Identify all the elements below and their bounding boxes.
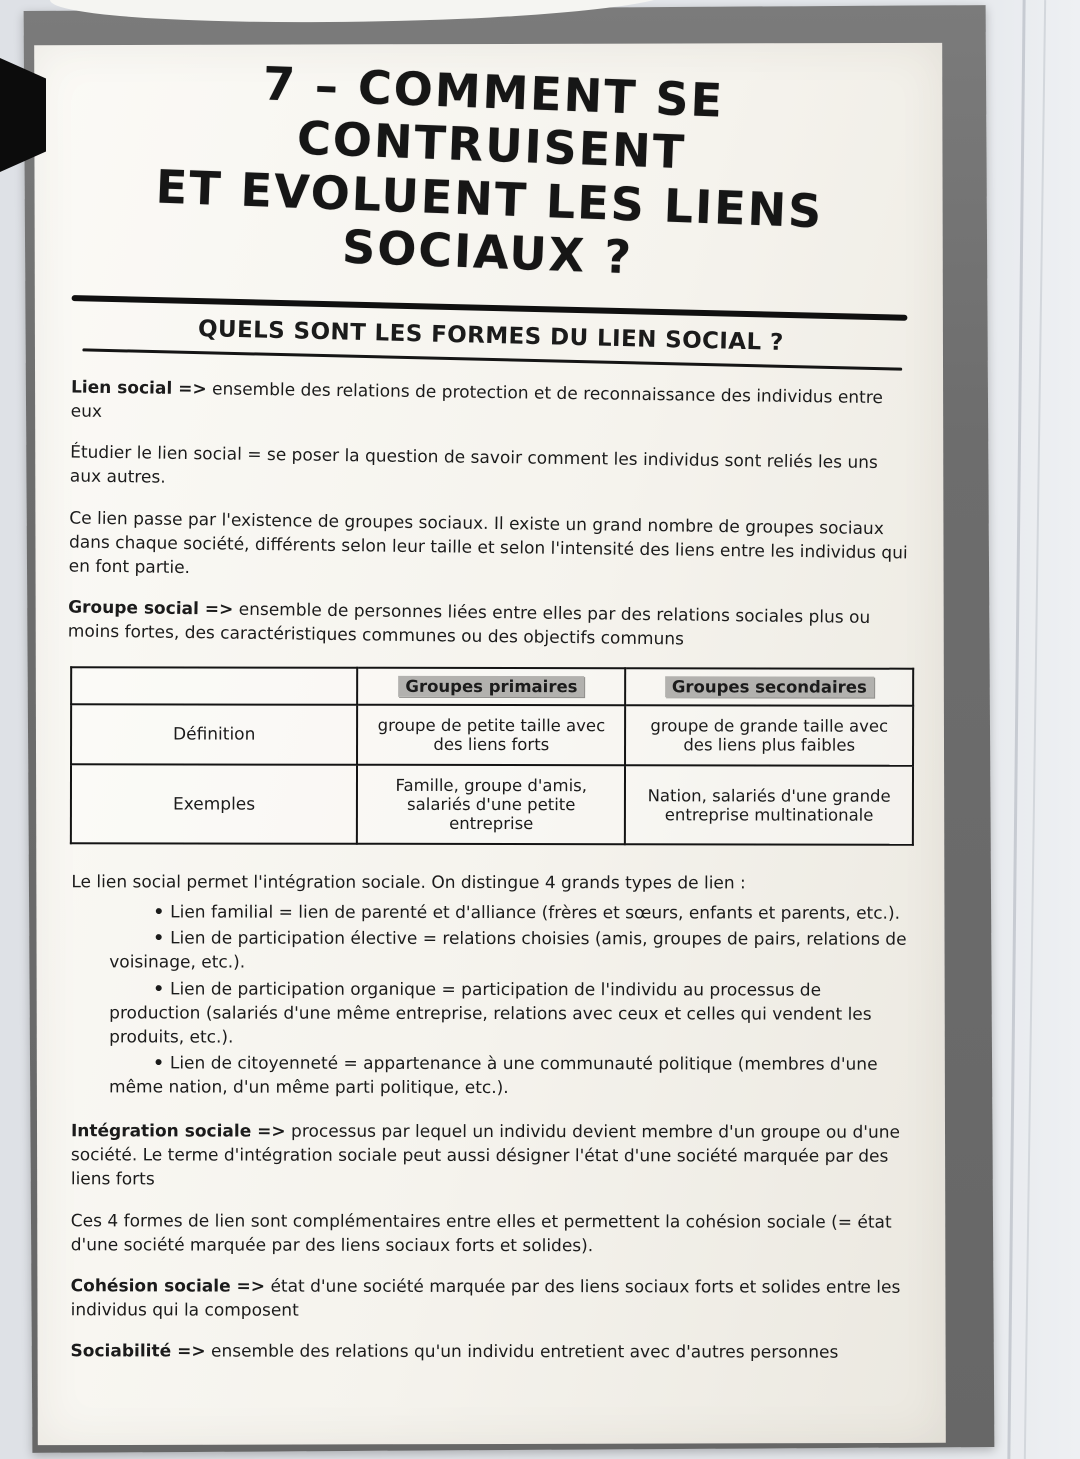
table-row-exemples bbox=[71, 764, 913, 844]
bullet-participation-organique: • Lien de participation organique = participation de l'individu au processus de production (salariés d'une même entreprise, relations avec ceux et celles qui vendent les produits, etc.). bbox=[109, 976, 909, 1050]
paper-edge-line bbox=[1024, 0, 1046, 1459]
paragraph-cohesion-sociale bbox=[71, 1274, 915, 1324]
paragraph-text: Étudier le lien social = se poser la question de savoir comment les individus sont reliés les uns aux autres. bbox=[69, 443, 878, 489]
table-header-primaires-label: Groupes primaires bbox=[398, 675, 584, 696]
paper-edge-line bbox=[1007, 0, 1025, 1459]
row-label-exemples: Exemples bbox=[71, 764, 357, 843]
paragraph-groupes-sociaux bbox=[69, 506, 914, 589]
paragraph-text: Ces 4 formes de lien sont complémentaires entre elles et permettent la cohésion sociale (= état d'une société marquée par des liens sociaux forts et solides). bbox=[70, 1210, 892, 1256]
term-cohesion-sociale: Cohésion sociale => bbox=[70, 1275, 266, 1296]
paragraph-text: processus par lequel un individu devient membre d'un groupe ou d'une société. Le terme d'intégration sociale peut aussi désigner l'état d'une société marquée par des liens forts bbox=[70, 1121, 900, 1190]
term-lien-social: Lien social => bbox=[70, 377, 207, 400]
paper-page bbox=[34, 43, 946, 1445]
paragraph-text: Ce lien passe par l'existence de groupes sociaux. Il existe un grand nombre de groupes sociaux dans chaque société, différents selon leur taille et selon l'intensité des liens entre les individus qui en font partie. bbox=[68, 508, 908, 579]
table-header-primaires bbox=[357, 667, 625, 704]
bullet-list bbox=[71, 900, 915, 1100]
page-title: 7 – COMMENT SE CONTRUISENT ET EVOLUENT LES LIENS SOCIAUX ? bbox=[154, 56, 825, 285]
bullet-lien-familial: • Lien familial = lien de parenté et d'alliance (frères et sœurs, enfants et parents, etc.). bbox=[109, 900, 909, 926]
paragraph-integration-sociale bbox=[71, 1119, 915, 1193]
cell-exemples-secondaires: Nation, salariés d'une grande entreprise multinationale bbox=[625, 765, 913, 845]
section-heading: QUELS SONT LES FORMES DU LIEN SOCIAL ? bbox=[197, 316, 785, 357]
bullet-citoyennete: • Lien de citoyenneté = appartenance à une communauté politique (membres d'une même nation, d'un même parti politique, etc.). bbox=[109, 1051, 909, 1101]
types-section bbox=[71, 870, 916, 1365]
paragraph-text: ensemble des relations de protection et de reconnaissance des individus entre eux bbox=[70, 379, 883, 423]
table-header-secondaires bbox=[625, 668, 913, 706]
paragraph-etudier bbox=[70, 441, 915, 500]
groups-table bbox=[70, 666, 914, 845]
term-sociabilite: Sociabilité => bbox=[70, 1340, 206, 1362]
paragraph-text: ensemble des relations qu'un individu entretient avec d'autres personnes bbox=[210, 1341, 839, 1363]
paragraph-types-intro: Le lien social permet l'intégration sociale. On distingue 4 grands types de lien : bbox=[71, 871, 746, 893]
paragraph-text: ensemble de personnes liées entre elles par des relations sociales plus ou moins fortes, des caractéristiques communes ou des objectifs communs bbox=[67, 600, 871, 650]
table-row-definition bbox=[71, 704, 913, 765]
bullet-participation-elective: • Lien de participation élective = relations choisies (amis, groupes de pairs, relations de voisinage, etc.). bbox=[109, 926, 909, 976]
term-groupe-social: Groupe social => bbox=[68, 597, 234, 620]
paragraph-text: état d'une société marquée par des liens sociaux forts et solides entre les individus qui la composent bbox=[70, 1275, 901, 1321]
cell-definition-primaires: groupe de petite taille avec des liens forts bbox=[357, 704, 625, 764]
section-heading-block bbox=[68, 295, 913, 371]
term-integration-sociale: Intégration sociale => bbox=[70, 1120, 286, 1142]
cell-exemples-primaires: Famille, groupe d'amis, salariés d'une petite entreprise bbox=[357, 764, 625, 843]
paragraph-groupe-social bbox=[68, 596, 913, 655]
row-label-definition: Définition bbox=[71, 704, 357, 764]
paragraph-quatre-formes bbox=[71, 1208, 915, 1258]
table-corner-cell bbox=[71, 667, 357, 704]
paragraph-lien-social bbox=[71, 376, 916, 435]
paragraph-sociabilite bbox=[71, 1339, 915, 1365]
table-header-row bbox=[71, 667, 913, 705]
cell-definition-secondaires: groupe de grande taille avec des liens plus faibles bbox=[625, 705, 913, 766]
intro-section bbox=[68, 376, 915, 655]
table-header-secondaires-label: Groupes secondaires bbox=[665, 676, 874, 697]
